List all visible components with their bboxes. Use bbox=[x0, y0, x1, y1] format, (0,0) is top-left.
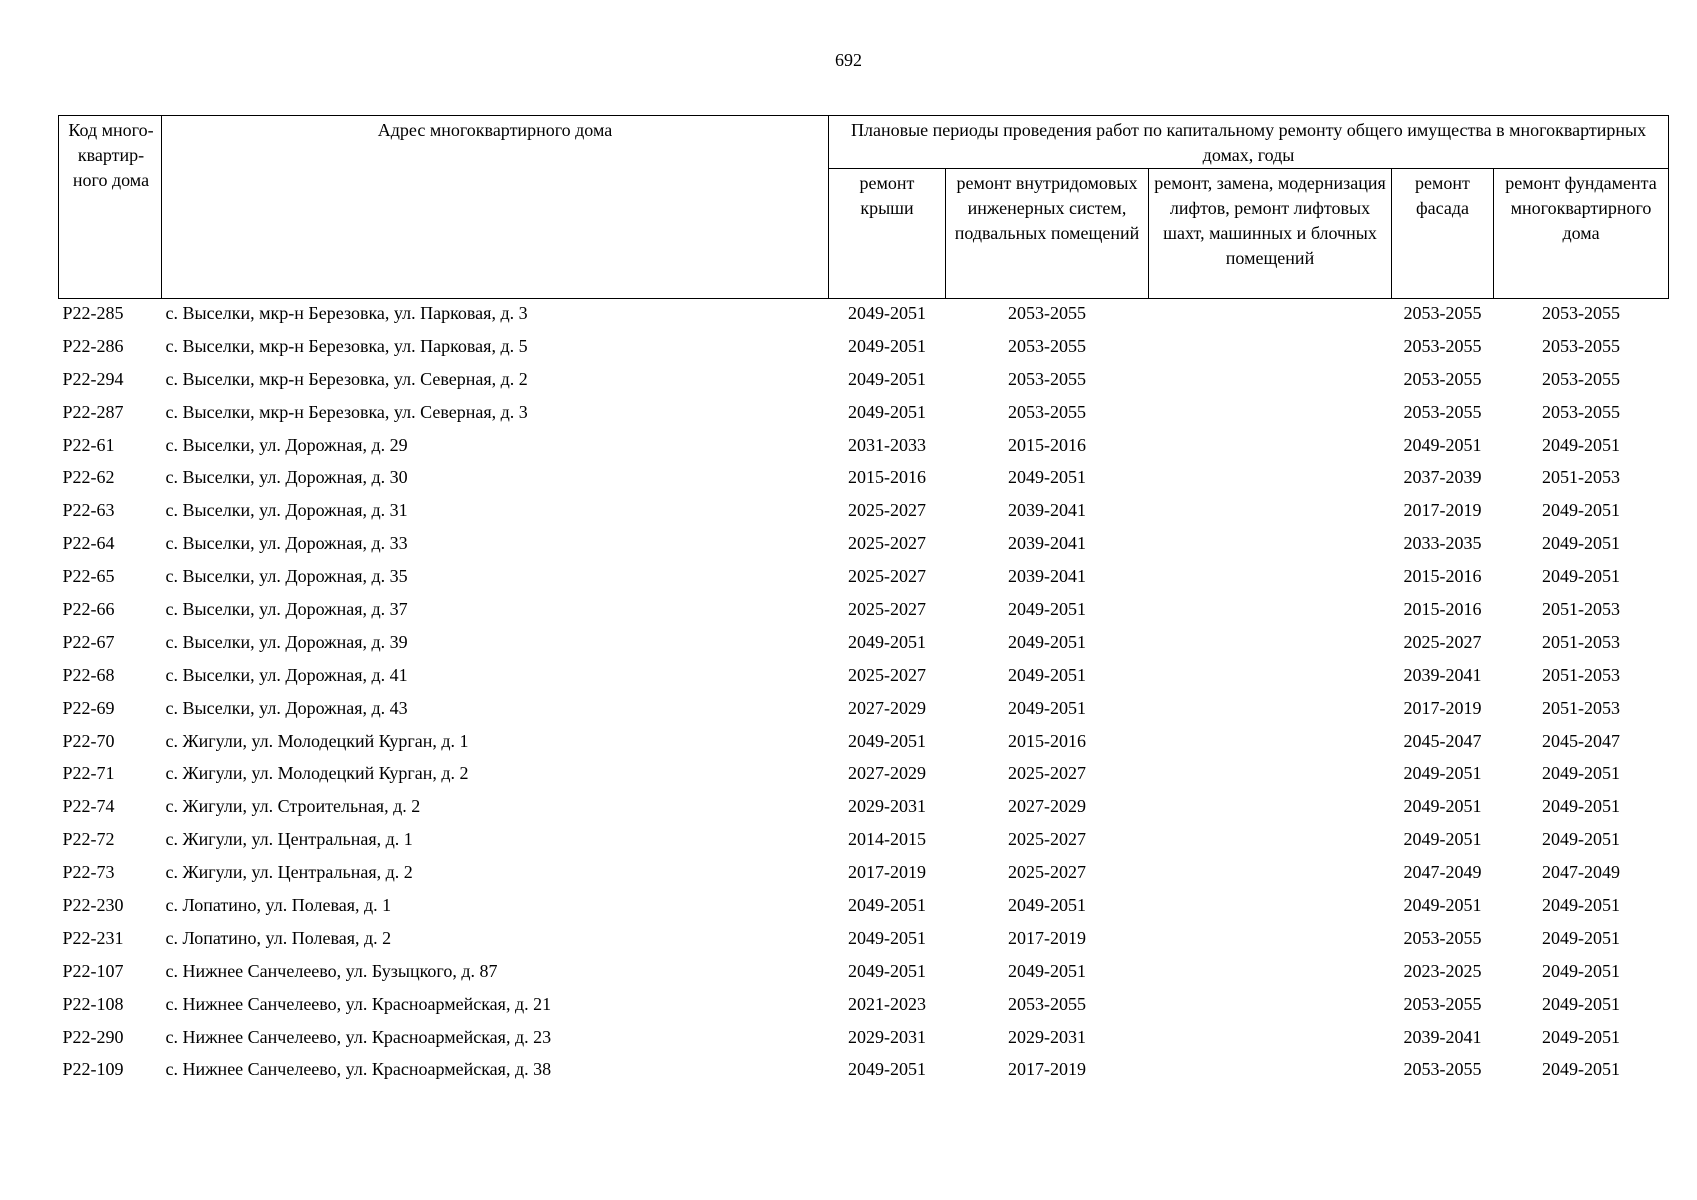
cell-elevators bbox=[1149, 564, 1392, 597]
cell-code: Р22-108 bbox=[62, 993, 124, 1014]
cell-foundation: 2053-2055 bbox=[1542, 303, 1621, 323]
cell-facade: 2053-2055 bbox=[1403, 927, 1482, 948]
cell-engineering: 2053-2055 bbox=[1008, 368, 1086, 389]
cell-facade: 2047-2049 bbox=[1403, 862, 1482, 883]
cell-address: с. Лопатино, ул. Полевая, д. 1 bbox=[165, 895, 392, 916]
table-row bbox=[59, 1057, 1669, 1090]
cell-foundation: 2051-2053 bbox=[1542, 664, 1621, 685]
cell-facade: 2039-2041 bbox=[1403, 664, 1482, 685]
cell-code: Р22-68 bbox=[62, 664, 115, 685]
cell-roof: 2049-2051 bbox=[848, 335, 926, 356]
table-row bbox=[59, 663, 1669, 696]
cell-foundation: 2051-2053 bbox=[1542, 467, 1621, 488]
header-code: Код много-квартир-ного дома bbox=[59, 116, 162, 299]
cell-foundation: 2045-2047 bbox=[1542, 730, 1621, 751]
cell-code: Р22-70 bbox=[62, 730, 115, 751]
cell-facade: 2049-2051 bbox=[1403, 796, 1482, 817]
repair-schedule-table-wrap bbox=[58, 115, 1668, 1090]
cell-foundation: 2049-2051 bbox=[1542, 763, 1621, 784]
cell-facade: 2053-2055 bbox=[1403, 1059, 1482, 1080]
cell-foundation: 2049-2051 bbox=[1542, 960, 1621, 981]
cell-code: Р22-66 bbox=[62, 599, 115, 620]
cell-foundation: 2049-2051 bbox=[1542, 796, 1621, 817]
cell-facade: 2053-2055 bbox=[1403, 368, 1482, 389]
cell-elevators bbox=[1149, 1025, 1392, 1058]
table-row bbox=[59, 992, 1669, 1025]
cell-facade: 2045-2047 bbox=[1403, 730, 1482, 751]
cell-roof: 2049-2051 bbox=[848, 730, 926, 751]
header-periods bbox=[829, 116, 1669, 169]
cell-engineering: 2049-2051 bbox=[1008, 960, 1086, 981]
cell-address: с. Нижнее Санчелеево, ул. Красноармейская, д. 23 bbox=[165, 1026, 552, 1047]
cell-elevators bbox=[1149, 893, 1392, 926]
cell-foundation: 2049-2051 bbox=[1542, 566, 1621, 587]
cell-code: Р22-285 bbox=[62, 303, 124, 323]
cell-elevators bbox=[1149, 827, 1392, 860]
cell-foundation: 2049-2051 bbox=[1542, 500, 1621, 521]
cell-address: с. Нижнее Санчелеево, ул. Красноармейская, д. 38 bbox=[165, 1059, 552, 1080]
cell-foundation: 2049-2051 bbox=[1542, 533, 1621, 554]
cell-facade: 2053-2055 bbox=[1403, 335, 1482, 356]
cell-engineering: 2049-2051 bbox=[1008, 467, 1086, 488]
cell-code: Р22-290 bbox=[62, 1026, 124, 1047]
cell-roof: 2049-2051 bbox=[848, 631, 926, 652]
cell-code: Р22-287 bbox=[62, 401, 124, 422]
cell-engineering: 2039-2041 bbox=[1008, 500, 1086, 521]
cell-address: с. Жигули, ул. Центральная, д. 1 bbox=[165, 829, 413, 850]
cell-facade: 2025-2027 bbox=[1403, 631, 1482, 652]
cell-address: с. Выселки, ул. Дорожная, д. 39 bbox=[165, 631, 408, 652]
table-row bbox=[59, 367, 1669, 400]
cell-engineering: 2025-2027 bbox=[1008, 862, 1086, 883]
cell-address: с. Выселки, ул. Дорожная, д. 30 bbox=[165, 467, 408, 488]
cell-facade: 2023-2025 bbox=[1403, 960, 1482, 981]
cell-elevators bbox=[1149, 367, 1392, 400]
cell-address: с. Выселки, мкр-н Березовка, ул. Парковая, д. 3 bbox=[165, 303, 528, 323]
cell-code: Р22-107 bbox=[62, 960, 124, 981]
cell-address: с. Выселки, ул. Дорожная, д. 37 bbox=[165, 599, 408, 620]
table-body bbox=[59, 299, 1669, 1091]
header-roof: ремонт крыши bbox=[829, 169, 946, 299]
cell-foundation: 2049-2051 bbox=[1542, 895, 1621, 916]
table-row bbox=[59, 761, 1669, 794]
cell-address: с. Жигули, ул. Строительная, д. 2 bbox=[165, 796, 421, 817]
cell-code: Р22-69 bbox=[62, 697, 115, 718]
cell-roof: 2021-2023 bbox=[848, 993, 926, 1014]
table-row bbox=[59, 498, 1669, 531]
cell-address: с. Жигули, ул. Центральная, д. 2 bbox=[165, 862, 413, 883]
cell-foundation: 2053-2055 bbox=[1542, 335, 1621, 356]
cell-roof: 2027-2029 bbox=[848, 763, 926, 784]
cell-code: Р22-62 bbox=[62, 467, 115, 488]
cell-roof: 2025-2027 bbox=[848, 500, 926, 521]
cell-facade: 2015-2016 bbox=[1403, 599, 1482, 620]
cell-address: с. Выселки, ул. Дорожная, д. 35 bbox=[165, 566, 408, 587]
cell-foundation: 2047-2049 bbox=[1542, 862, 1621, 883]
cell-elevators bbox=[1149, 992, 1392, 1025]
cell-facade: 2015-2016 bbox=[1403, 566, 1482, 587]
cell-facade: 2017-2019 bbox=[1403, 500, 1482, 521]
cell-roof: 2025-2027 bbox=[848, 599, 926, 620]
header-foundation: ремонт фундамента многоквартирного дома bbox=[1494, 169, 1669, 299]
table-row bbox=[59, 1025, 1669, 1058]
cell-facade: 2049-2051 bbox=[1403, 763, 1482, 784]
repair-schedule-table bbox=[58, 115, 1669, 1090]
cell-elevators bbox=[1149, 794, 1392, 827]
table-row bbox=[59, 433, 1669, 466]
cell-facade: 2053-2055 bbox=[1403, 303, 1482, 323]
cell-address: с. Выселки, мкр-н Березовка, ул. Парковая, д. 5 bbox=[165, 335, 528, 356]
cell-engineering: 2049-2051 bbox=[1008, 631, 1086, 652]
table-row bbox=[59, 531, 1669, 564]
cell-address: с. Жигули, ул. Молодецкий Курган, д. 2 bbox=[165, 763, 469, 784]
cell-code: Р22-61 bbox=[62, 434, 115, 455]
cell-engineering: 2029-2031 bbox=[1008, 1026, 1086, 1047]
cell-elevators bbox=[1149, 926, 1392, 959]
cell-engineering: 2015-2016 bbox=[1008, 434, 1086, 455]
header-elevators: ремонт, замена, модернизация лифтов, ремонт лифтовых шахт, машинных и блочных помещений bbox=[1149, 169, 1392, 299]
cell-elevators bbox=[1149, 334, 1392, 367]
cell-address: с. Выселки, ул. Дорожная, д. 41 bbox=[165, 664, 408, 685]
cell-code: Р22-72 bbox=[62, 829, 115, 850]
cell-roof: 2029-2031 bbox=[848, 1026, 926, 1047]
cell-code: Р22-109 bbox=[62, 1059, 124, 1080]
header-facade: ремонт фасада bbox=[1392, 169, 1494, 299]
cell-elevators bbox=[1149, 959, 1392, 992]
cell-address: с. Выселки, мкр-н Березовка, ул. Северная, д. 2 bbox=[165, 368, 528, 389]
cell-engineering: 2053-2055 bbox=[1008, 401, 1086, 422]
cell-elevators bbox=[1149, 630, 1392, 663]
cell-code: Р22-73 bbox=[62, 862, 115, 883]
cell-foundation: 2049-2051 bbox=[1542, 927, 1621, 948]
cell-facade: 2033-2035 bbox=[1403, 533, 1482, 554]
cell-elevators bbox=[1149, 860, 1392, 893]
cell-address: с. Жигули, ул. Молодецкий Курган, д. 1 bbox=[165, 730, 469, 751]
cell-elevators bbox=[1149, 498, 1392, 531]
cell-engineering: 2025-2027 bbox=[1008, 763, 1086, 784]
page-number: 692 bbox=[835, 50, 862, 70]
cell-code: Р22-67 bbox=[62, 631, 115, 652]
cell-engineering: 2039-2041 bbox=[1008, 533, 1086, 554]
table-row bbox=[59, 465, 1669, 498]
cell-elevators bbox=[1149, 696, 1392, 729]
cell-elevators bbox=[1149, 761, 1392, 794]
cell-engineering: 2053-2055 bbox=[1008, 303, 1086, 323]
cell-foundation: 2049-2051 bbox=[1542, 993, 1621, 1014]
cell-code: Р22-74 bbox=[62, 796, 115, 817]
cell-address: с. Лопатино, ул. Полевая, д. 2 bbox=[165, 927, 392, 948]
cell-elevators bbox=[1149, 663, 1392, 696]
cell-engineering: 2017-2019 bbox=[1008, 1059, 1086, 1080]
cell-facade: 2039-2041 bbox=[1403, 1026, 1482, 1047]
cell-foundation: 2049-2051 bbox=[1542, 1059, 1621, 1080]
cell-engineering: 2025-2027 bbox=[1008, 829, 1086, 850]
cell-roof: 2014-2015 bbox=[848, 829, 926, 850]
table-row bbox=[59, 564, 1669, 597]
cell-engineering: 2027-2029 bbox=[1008, 796, 1086, 817]
cell-foundation: 2051-2053 bbox=[1542, 697, 1621, 718]
cell-engineering: 2053-2055 bbox=[1008, 993, 1086, 1014]
cell-roof: 2049-2051 bbox=[848, 927, 926, 948]
cell-engineering: 2049-2051 bbox=[1008, 895, 1086, 916]
table-row bbox=[59, 630, 1669, 663]
cell-engineering: 2015-2016 bbox=[1008, 730, 1086, 751]
cell-code: Р22-65 bbox=[62, 566, 115, 587]
cell-roof: 2025-2027 bbox=[848, 533, 926, 554]
cell-roof: 2015-2016 bbox=[848, 467, 926, 488]
cell-elevators bbox=[1149, 597, 1392, 630]
cell-engineering: 2039-2041 bbox=[1008, 566, 1086, 587]
cell-address: с. Выселки, мкр-н Березовка, ул. Северная, д. 3 bbox=[165, 401, 528, 422]
cell-code: Р22-64 bbox=[62, 533, 115, 554]
cell-facade: 2053-2055 bbox=[1403, 401, 1482, 422]
cell-roof: 2049-2051 bbox=[848, 368, 926, 389]
cell-roof: 2027-2029 bbox=[848, 697, 926, 718]
table-row bbox=[59, 299, 1669, 334]
cell-roof: 2025-2027 bbox=[848, 566, 926, 587]
cell-roof: 2049-2051 bbox=[848, 895, 926, 916]
cell-roof: 2049-2051 bbox=[848, 960, 926, 981]
cell-foundation: 2051-2053 bbox=[1542, 599, 1621, 620]
cell-code: Р22-286 bbox=[62, 335, 124, 356]
table-row bbox=[59, 860, 1669, 893]
table-row bbox=[59, 597, 1669, 630]
cell-address: с. Нижнее Санчелеево, ул. Красноармейская, д. 21 bbox=[165, 993, 552, 1014]
cell-code: Р22-230 bbox=[62, 895, 124, 916]
table-row bbox=[59, 794, 1669, 827]
cell-address: с. Нижнее Санчелеево, ул. Бузыцкого, д. 87 bbox=[165, 960, 498, 981]
cell-foundation: 2053-2055 bbox=[1542, 368, 1621, 389]
cell-engineering: 2053-2055 bbox=[1008, 335, 1086, 356]
cell-engineering: 2049-2051 bbox=[1008, 697, 1086, 718]
cell-foundation: 2049-2051 bbox=[1542, 829, 1621, 850]
cell-elevators bbox=[1149, 1057, 1392, 1090]
cell-roof: 2049-2051 bbox=[848, 1059, 926, 1080]
cell-foundation: 2051-2053 bbox=[1542, 631, 1621, 652]
cell-facade: 2017-2019 bbox=[1403, 697, 1482, 718]
cell-address: с. Выселки, ул. Дорожная, д. 43 bbox=[165, 697, 408, 718]
header-address: Адрес многоквартирного дома bbox=[162, 116, 829, 299]
cell-facade: 2037-2039 bbox=[1403, 467, 1482, 488]
cell-foundation: 2049-2051 bbox=[1542, 1026, 1621, 1047]
cell-facade: 2049-2051 bbox=[1403, 895, 1482, 916]
cell-elevators bbox=[1149, 299, 1392, 334]
cell-code: Р22-294 bbox=[62, 368, 124, 389]
table-row bbox=[59, 400, 1669, 433]
cell-engineering: 2049-2051 bbox=[1008, 599, 1086, 620]
cell-engineering: 2049-2051 bbox=[1008, 664, 1086, 685]
table-row bbox=[59, 959, 1669, 992]
cell-address: с. Выселки, ул. Дорожная, д. 33 bbox=[165, 533, 408, 554]
cell-roof: 2029-2031 bbox=[848, 796, 926, 817]
cell-engineering: 2017-2019 bbox=[1008, 927, 1086, 948]
cell-elevators bbox=[1149, 729, 1392, 762]
table-row bbox=[59, 827, 1669, 860]
table-row bbox=[59, 729, 1669, 762]
cell-facade: 2049-2051 bbox=[1403, 434, 1482, 455]
cell-elevators bbox=[1149, 400, 1392, 433]
table-row bbox=[59, 696, 1669, 729]
cell-foundation: 2053-2055 bbox=[1542, 401, 1621, 422]
cell-elevators bbox=[1149, 465, 1392, 498]
cell-facade: 2049-2051 bbox=[1403, 829, 1482, 850]
cell-elevators bbox=[1149, 531, 1392, 564]
table-row bbox=[59, 893, 1669, 926]
table-row bbox=[59, 334, 1669, 367]
cell-foundation: 2049-2051 bbox=[1542, 434, 1621, 455]
cell-roof: 2017-2019 bbox=[848, 862, 926, 883]
cell-code: Р22-71 bbox=[62, 763, 115, 784]
cell-facade: 2053-2055 bbox=[1403, 993, 1482, 1014]
table-row bbox=[59, 926, 1669, 959]
cell-roof: 2049-2051 bbox=[848, 303, 926, 323]
cell-code: Р22-63 bbox=[62, 500, 115, 521]
cell-address: с. Выселки, ул. Дорожная, д. 29 bbox=[165, 434, 408, 455]
header-periods-title: Плановые периоды проведения работ по капитальному ремонту общего имущества в многоквартирных домах, годы bbox=[850, 120, 1647, 165]
cell-roof: 2049-2051 bbox=[848, 401, 926, 422]
cell-roof: 2025-2027 bbox=[848, 664, 926, 685]
cell-elevators bbox=[1149, 433, 1392, 466]
cell-address: с. Выселки, ул. Дорожная, д. 31 bbox=[165, 500, 408, 521]
cell-code: Р22-231 bbox=[62, 927, 124, 948]
table-header bbox=[59, 116, 1669, 299]
header-engineering: ремонт внутридомовых инженерных систем, подвальных помещений bbox=[946, 169, 1149, 299]
cell-roof: 2031-2033 bbox=[848, 434, 926, 455]
